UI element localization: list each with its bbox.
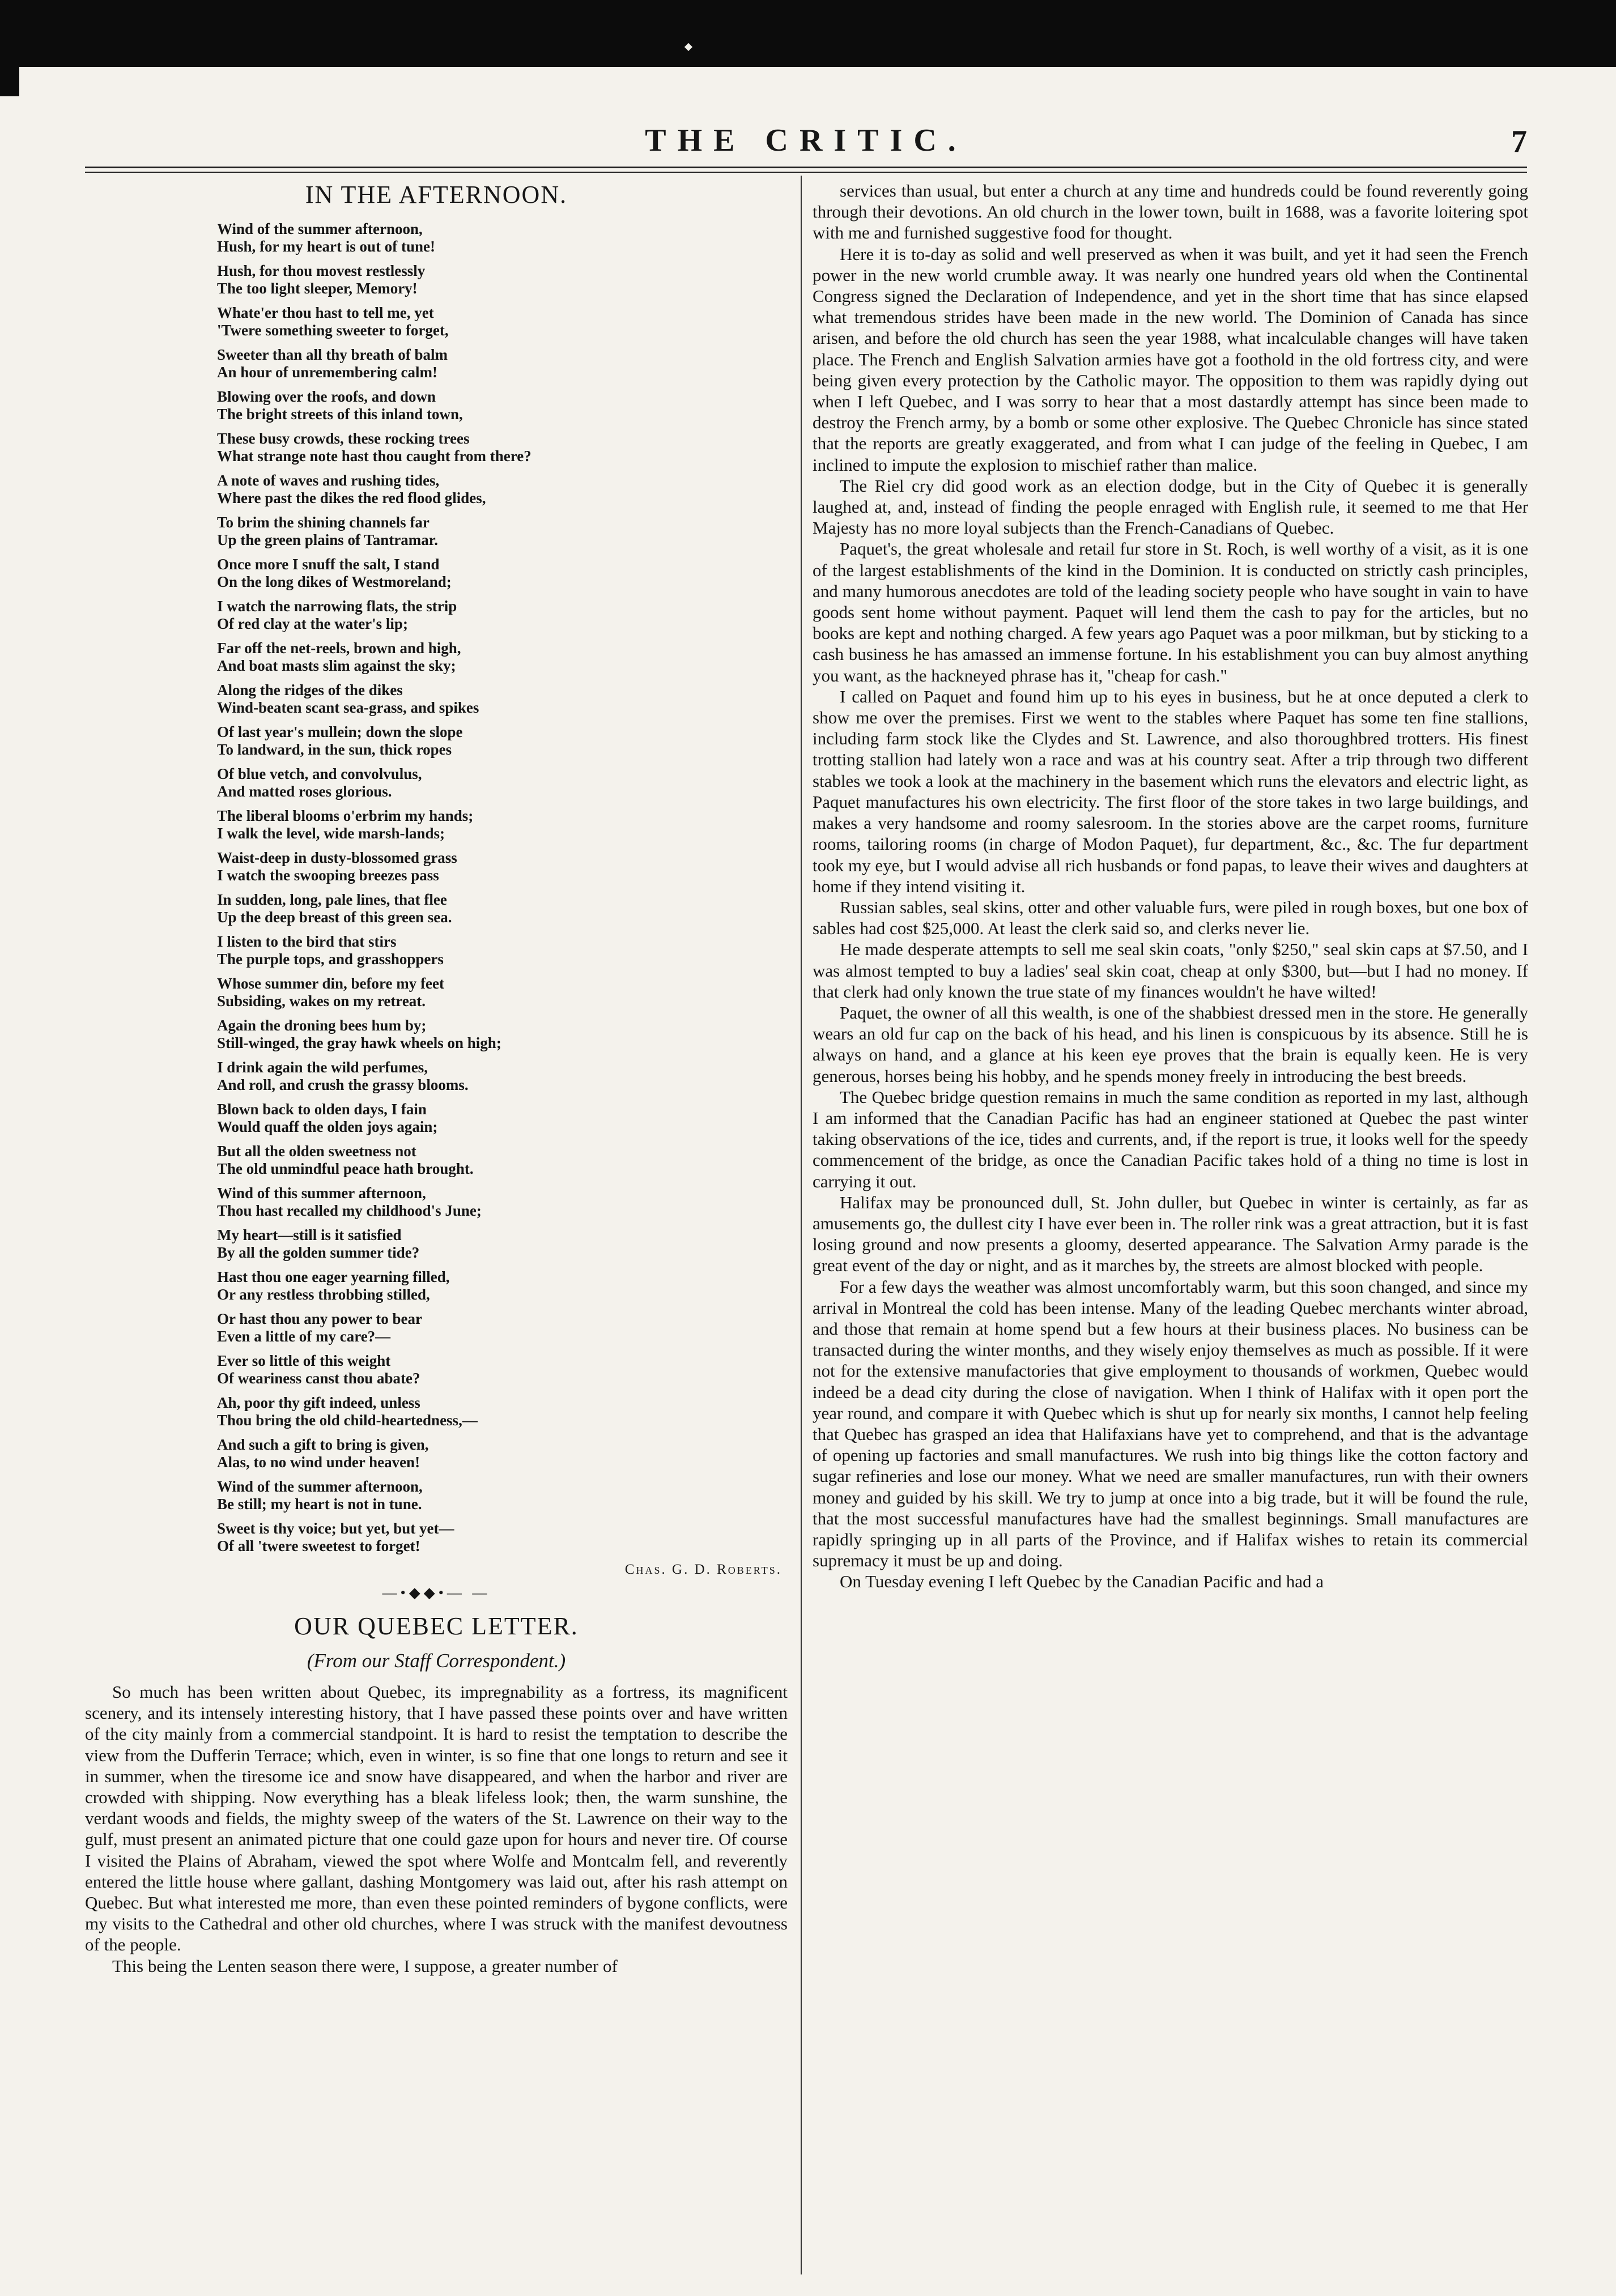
article-paragraph: So much has been written about Quebec, its impregnability as a fortress, its magnificent scenery, and its intensely interesting history, that I have passed these points over and have written of the city mainly from a commercial standpoint. It is hard to resist the temptation to describe the view from the Dufferin Terrace; which, even in winter, is so fine that one longs to return and see it in summer, when the tiresome ice and snow have disappeared, and when the harbor and river are crowded with shipping. Now everything has a bleak lifeless look; then, the warm sunshine, the verdant woods and fields, the mighty sweep of the waters of the St. Lawrence on their way to the gulf, must present an animated picture that one could gaze upon for hours and never tire. Of course I visited the Plains of Abraham, viewed the spot where Wolfe and Montcalm fell, and reverently entered the little house where gallant, dashing Montgomery was laid out, after his rash attempt on Quebec. But what interested me more, than even these pointed reminders of bygone conflicts, were my visits to the Cathedral and other old churches, where I was struck with the manifest devoutness of the people.: [85, 1682, 788, 1955]
article-paragraph: This being the Lenten season there were, I suppose, a greater number of: [112, 1956, 618, 1976]
article-paragraph: Paquet's, the great wholesale and retail fur store in St. Roch, is well worthy of a visit, as it is one of the largest establishments of the kind in the Dominion. It is conducted on strictly cash principles, and many humorous anecdotes are told of the leading society people who have sought in vain to have goods sent home without payment. Paquet will lend them the cash to pay for the articles, but no books are kept and nothing charged. A few years ago Paquet was a poor milkman, but by sticking to a cash business he has amassed an immense fortune. In his establishment you can buy almost anything you want, as the hackneyed phrase has it, "cheap for cash.": [813, 539, 1528, 685]
poem-stanza: [217, 765, 784, 800]
poem-line: I walk the level, wide marsh-lands;: [217, 825, 445, 842]
poem-line: My heart—still is it satisfied: [217, 1226, 402, 1243]
poem-stanza: [217, 975, 784, 1010]
poem-line: Thou hast recalled my childhood's June;: [217, 1202, 482, 1219]
newspaper-title: THE CRITIC.: [645, 123, 967, 158]
poem-line: And such a gift to bring is given,: [217, 1436, 429, 1453]
poem-stanza: [217, 1017, 784, 1052]
poem-line: Alas, to no wind under heaven!: [217, 1454, 420, 1471]
poem-line: The liberal blooms o'erbrim my hands;: [217, 807, 474, 824]
article-paragraph: Russian sables, seal skins, otter and other valuable furs, were piled in rough boxes, but one box of sables had cost $25,000. At least the clerk said so, and clerks never lie.: [813, 897, 1528, 939]
poem-stanza: [217, 1059, 784, 1094]
page-number: 7: [1511, 124, 1527, 159]
poem-line: Sweet is thy voice; but yet, but yet—: [217, 1520, 454, 1537]
poem-line: To landward, in the sun, thick ropes: [217, 741, 452, 758]
article-subtitle: (From our Staff Correspondent.): [307, 1650, 566, 1672]
poem-stanza: [217, 1520, 784, 1555]
poem-line: Of red clay at the water's lip;: [217, 615, 408, 632]
poem-line: Of last year's mullein; down the slope: [217, 723, 463, 740]
article-paragraph: He made desperate attempts to sell me seal skin coats, "only $250," seal skin caps at $7.50, and I was almost tempted to buy a ladies' seal skin coat, cheap at only $300, but—but I had no money. If that clerk had only known the true state of my finances wouldn't he have wilted!: [813, 939, 1528, 1002]
poem-line: Of all 'twere sweetest to forget!: [217, 1537, 420, 1554]
poem-stanza: [217, 430, 784, 465]
poem-line: Along the ridges of the dikes: [217, 681, 403, 698]
poem-line: Would quaff the olden joys again;: [217, 1118, 438, 1135]
poem-line: Wind-beaten scant sea-grass, and spikes: [217, 699, 479, 716]
poem-stanza: [217, 891, 784, 926]
poem-stanza: [217, 1436, 784, 1471]
poem-line: The old unmindful peace hath brought.: [217, 1160, 474, 1177]
poem-stanza: [217, 1310, 784, 1345]
poem-line: Still-winged, the gray hawk wheels on high;: [217, 1034, 501, 1051]
poem-line: Waist-deep in dusty-blossomed grass: [217, 849, 457, 866]
poem-stanza: [217, 1143, 784, 1178]
article-paragraph: On Tuesday evening I left Quebec by the Canadian Pacific and had a: [840, 1571, 1324, 1592]
poem-line: Or any restless throbbing stilled,: [217, 1286, 430, 1303]
poem-line: The purple tops, and grasshoppers: [217, 951, 444, 968]
article-text-right: [813, 180, 1528, 1592]
poem-line: Far off the net-reels, brown and high,: [217, 640, 461, 657]
poem-line: I watch the swooping breezes pass: [217, 867, 439, 884]
left-column: [85, 180, 788, 1976]
article-title: OUR QUEBEC LETTER.: [294, 1612, 579, 1640]
poem-line: And boat masts slim against the sky;: [217, 657, 456, 674]
poem-line: Of blue vetch, and convolvulus,: [217, 765, 422, 782]
poem-line: An hour of unremembering calm!: [217, 364, 437, 381]
scan-corner-mark: [0, 67, 19, 96]
poem-line: Thou bring the old child-heartedness,—: [217, 1412, 478, 1429]
poem-line: Hast thou one eager yearning filled,: [217, 1268, 450, 1285]
masthead: [85, 122, 1527, 162]
poem-stanza: [217, 723, 784, 759]
poem-line: Ah, poor thy gift indeed, unless: [217, 1394, 420, 1411]
section-ornament: —•◆◆•— —: [382, 1584, 491, 1601]
poem-stanza: [217, 933, 784, 968]
poem-stanza: [217, 598, 784, 633]
poem-line: Whose summer din, before my feet: [217, 975, 444, 992]
poem-stanza: [217, 807, 784, 842]
poem-line: Wind of the summer afternoon,: [217, 1478, 423, 1495]
poem-stanza: [217, 556, 784, 591]
poem-line: To brim the shining channels far: [217, 514, 429, 531]
poem-line: I watch the narrowing flats, the strip: [217, 598, 457, 615]
poem-stanza: [217, 388, 784, 423]
poem-line: Be still; my heart is not in tune.: [217, 1496, 422, 1513]
poem-line: Up the green plains of Tantramar.: [217, 531, 439, 548]
poem-line: Of weariness canst thou abate?: [217, 1370, 420, 1387]
poem-stanza: [217, 1478, 784, 1513]
poem-line: Subsiding, wakes on my retreat.: [217, 992, 426, 1009]
article-paragraph: The Quebec bridge question remains in much the same condition as reported in my last, although I am informed that the Canadian Pacific has had an engineer stationed at Quebec the past winter taking observations of the ice, tides and currents, and, if the report is true, it looks well for the speedy commencement of the bridge, as once the Canadian Pacific takes hold of a thing no time is lost in carrying it out.: [813, 1087, 1528, 1191]
poem-byline: Chas. G. D. Roberts.: [624, 1562, 782, 1577]
poem-title: IN THE AFTERNOON.: [305, 181, 568, 208]
poem-line: By all the golden summer tide?: [217, 1244, 420, 1261]
poem-stanza: [217, 1394, 784, 1429]
poem-line: In sudden, long, pale lines, that flee: [217, 891, 447, 908]
poem-line: Or hast thou any power to bear: [217, 1310, 423, 1327]
poem-stanza: [217, 346, 784, 381]
poem-stanza: [217, 681, 784, 717]
poem-stanza: [217, 1101, 784, 1136]
scan-top-edge: [0, 0, 1616, 67]
poem-line: Even a little of my care?—: [217, 1328, 391, 1345]
poem-line: And matted roses glorious.: [217, 783, 392, 800]
column-divider: [801, 176, 802, 2274]
poem-line: Wind of the summer afternoon,: [217, 220, 423, 237]
article-paragraph: The Riel cry did good work as an election dodge, but in the City of Quebec it is generally laughed at, and, instead of finding the people enraged with English rule, it seemed to me that Her Majesty has no more loyal subjects than the French-Canadians of Quebec.: [813, 475, 1528, 538]
poem-stanza: [217, 1268, 784, 1304]
poem-stanza: [217, 640, 784, 675]
masthead-rule: [85, 167, 1527, 168]
poem-line: Sweeter than all thy breath of balm: [217, 346, 448, 363]
poem-stanza: [217, 1185, 784, 1220]
poem-stanza: [217, 304, 784, 339]
poem-line: Once more I snuff the salt, I stand: [217, 556, 440, 573]
right-column: [813, 180, 1528, 1592]
poem-line: But all the olden sweetness not: [217, 1143, 416, 1160]
poem-stanza: [217, 514, 784, 549]
poem-stanza: [217, 1352, 784, 1387]
article-paragraph: services than usual, but enter a church at any time and hundreds could be found reverently going through their devotions. An old church in the lower town, built in 1688, was a favorite loitering spot with me and furnished suggestive food for thought.: [813, 181, 1528, 243]
poem-line: I listen to the bird that stirs: [217, 933, 397, 950]
poem-line: And roll, and crush the grassy blooms.: [217, 1076, 469, 1093]
poem-body: [217, 220, 784, 1555]
poem-line: Hush, for my heart is out of tune!: [217, 238, 436, 255]
poem-line: Whate'er thou hast to tell me, yet: [217, 304, 434, 321]
poem-line: The too light sleeper, Memory!: [217, 280, 418, 297]
article-paragraph: For a few days the weather was almost uncomfortably warm, but this soon changed, and since my arrival in Montreal the cold has been intense. Many of the leading Quebec merchants winter abroad, and those that remain at home spend but a few hours at their business places. No business can be transacted during the winter months, and they wisely enjoy themselves as much as possible. If it were not for the extensive manufactories that give employment to thousands of workmen, Quebec would indeed be a dead city during the close of navigation. When I think of Halifax with it open port the year round, and compare it with Quebec which is shut up for nearly six months, I cannot help feeling that Quebec has grasped an idea that Halifaxians have yet to comprehend, and that is the advantage of opening up factories and small manufactures. We rush into big things like the cotton factory and sugar refineries and lose our money. What we need are smaller manufactures, run with their owners money and guided by his skill. We try to jump at once into a big trade, but it will be found the rule, that the most successful manufactures have had the smallest beginnings. Small manufactures are rapidly springing up in all parts of the Province, and if Halifax wishes to retain its commercial supremacy it must be up and doing.: [813, 1276, 1528, 1571]
poem-line: Wind of this summer afternoon,: [217, 1185, 426, 1202]
poem-line: Blown back to olden days, I fain: [217, 1101, 427, 1118]
poem-line: Up the deep breast of this green sea.: [217, 909, 452, 926]
poem-line: What strange note hast thou caught from there?: [217, 448, 531, 465]
poem-stanza: [217, 220, 784, 255]
poem-line: Hush, for thou movest restlessly: [217, 262, 426, 279]
poem-line: A note of waves and rushing tides,: [217, 472, 440, 489]
poem-line: On the long dikes of Westmoreland;: [217, 573, 452, 590]
article-paragraph: Here it is to-day as solid and well preserved as when it was built, and yet it had seen the French power in the new world crumble away. It was nearly one hundred years old when the Continental Congress signed the Declaration of Independence, and yet in the short time that has since elapsed what tremendous strides have been made in the new world. The Dominion of Canada has since arisen, and before the old church has seen the year 1988, what incalculable changes will have taken place. The French and English Salvation armies have got a foothold in the old fortress city, and were being given every protection by the Catholic mayor. The opposition to them was rapidly dying out when I left Quebec, and I was sorry to hear that a most dastardly attempt has since been made to destroy the French army, by a bomb or some other explosive. The Quebec Chronicle has since stated that the reports are greatly exaggerated, and from what I can judge of the feeling in Quebec, I am inclined to impute the explosion to mischief rather than malice.: [813, 244, 1528, 475]
poem-line: The bright streets of this inland town,: [217, 406, 463, 423]
poem-stanza: [217, 472, 784, 507]
poem-line: Again the droning bees hum by;: [217, 1017, 427, 1034]
article-paragraph: Halifax may be pronounced dull, St. John duller, but Quebec in winter is certainly, as far as amusements go, the dullest city I have ever been in. The roller rink was a great attraction, but it is fast losing ground and now presents a gloomy, deserted appearance. The Salvation Army parade is the great event of the day or night, and as it marches by, the streets are almost blocked with people.: [813, 1192, 1528, 1276]
poem-line: Ever so little of this weight: [217, 1352, 391, 1369]
poem-line: I drink again the wild perfumes,: [217, 1059, 428, 1076]
poem-stanza: [217, 849, 784, 884]
poem-line: These busy crowds, these rocking trees: [217, 430, 470, 447]
poem-stanza: [217, 1226, 784, 1262]
article-paragraph: Paquet, the owner of all this wealth, is one of the shabbiest dressed men in the store. He generally wears an old fur cap on the back of his head, and his linen is conspicuous by its absence. Still he is always on hand, and a glance at his keen eye proves that the brain is equally keen. He is very generous, horses being his hobby, and he spends money freely in introducing the best breeds.: [813, 1002, 1528, 1086]
poem-line: Blowing over the roofs, and down: [217, 388, 436, 405]
poem-line: 'Twere something sweeter to forget,: [217, 322, 449, 339]
article-text-left: [85, 1681, 788, 1976]
article-paragraph: I called on Paquet and found him up to his eyes in business, but he at once deputed a clerk to show me over the premises. First we went to the stables where Paquet has some ten fine stallions, including farm stock like the Clydes and St. Lawrence, and also thoroughbred trotters. His finest trotting stallion had lately won a race and was at his country seat. After a trip through two different stables we took a look at the machinery in the basement which runs the elevators and electric light, as Paquet manufactures his own electricity. The first floor of the store takes in two large buildings, and makes a very handsome and roomy salesroom. In the stories above are the carpet rooms, furniture rooms, tailoring rooms (in charge of Modon Paquet), fur department, &c., &c. The fur department took my eye, but I would advise all rich husbands or fond papas, to leave their wives and daughters at home if they intend visiting it.: [813, 686, 1528, 896]
poem-stanza: [217, 262, 784, 297]
masthead-rule-thin: [85, 172, 1527, 173]
poem-line: Where past the dikes the red flood glides,: [217, 489, 486, 506]
